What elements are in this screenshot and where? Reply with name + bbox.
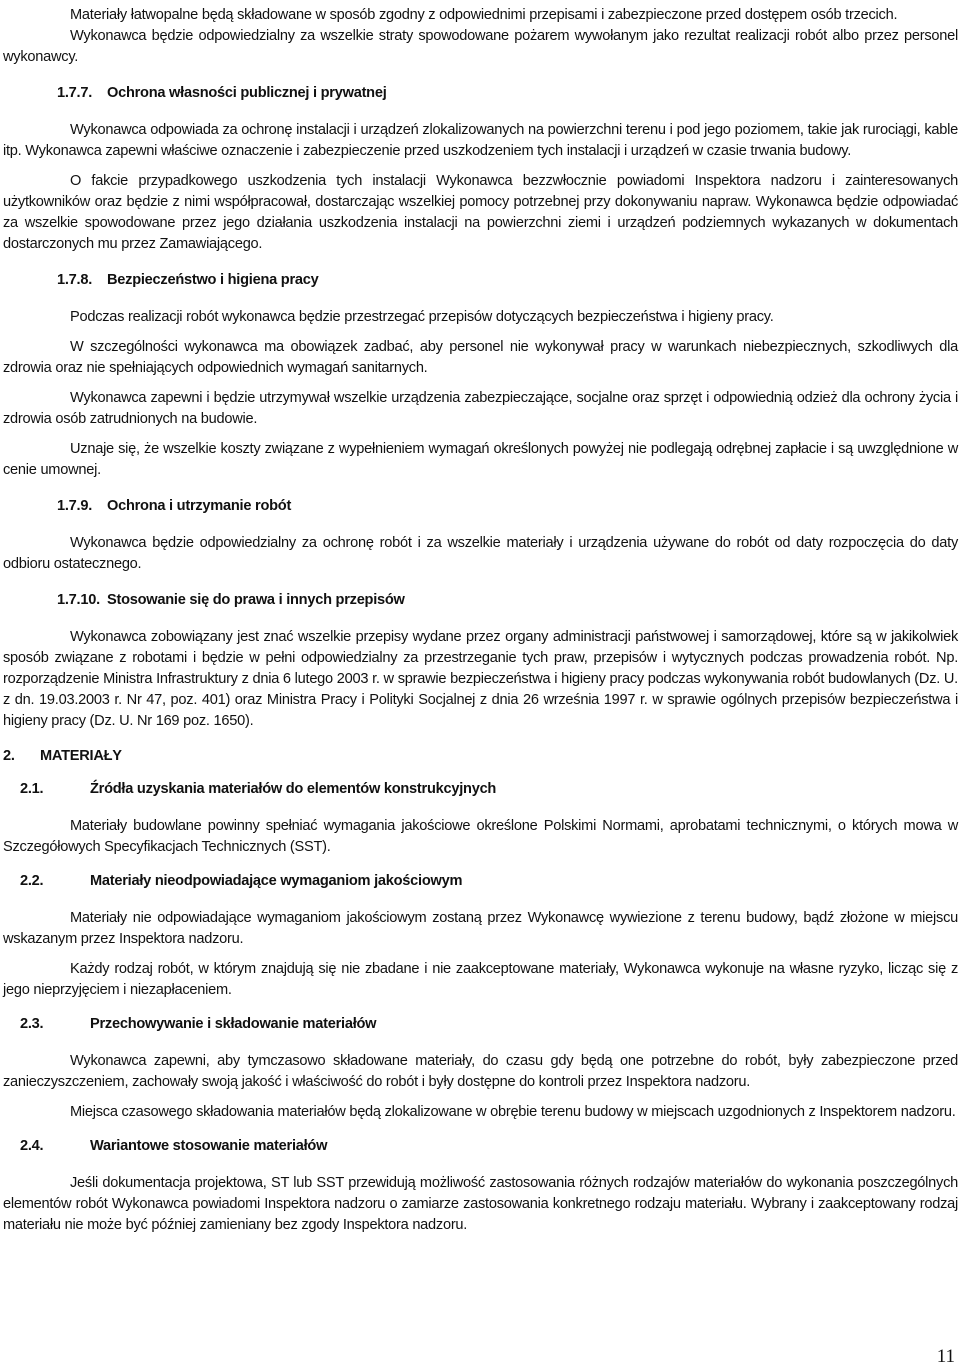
heading-2-4 [3,1136,958,1157]
paragraph-storage-protection: Wykonawca zapewni, aby tymczasowo składowane materiały, do czasu gdy będą one potrzebne do robót, były zabezpieczone przed zanieczyszczeniem, zachowały swoją jakość i właściwość do robót i były dostępne do kontroli przez Inspektora nadzoru. [3,1053,958,1090]
heading-1-7-9 [3,496,958,517]
paragraph-flammable-materials: Materiały łatwopalne będą składowane w sposób zgodny z odpowiednimi przepisami i zabezpieczone przed dostępem osób trzecich. [70,7,898,23]
heading-number: 2.1. [20,781,44,797]
paragraph-safe-conditions: W szczególności wykonawca ma obowiązek zadbać, aby personel nie wykonywał pracy w warunkach niebezpiecznych, szkodliwych dla zdrowia oraz nie spełniających odpowiednich wymagań sanitarnych. [3,339,958,376]
heading-1-7-7 [3,83,958,104]
heading-title: Źródła uzyskania materiałów do elementów konstrukcyjnych [90,781,497,797]
heading-2 [3,746,958,767]
heading-title: Ochrona własności publicznej i prywatnej [107,85,387,101]
paragraph-alternative-materials: Jeśli dokumentacja projektowa, ST lub SST przewidują możliwość zastosowania różnych rodzajów materiałów do wykonania poszczególnych elementów robót Wykonawca powiadomi Inspektora nadzoru o zamiarze zastosowania konkretnego rodzaju materiału. Wybrany i zaakceptowany rodzaj materiału nie może być później zamieniany bez zgody Inspektora nadzoru. [3,1175,958,1233]
heading-number: 1.7.7. [57,85,93,101]
heading-2-1 [3,779,958,800]
heading-number: 2.2. [20,873,44,889]
document-page [3,5,958,1236]
heading-number: 2.3. [20,1016,44,1032]
heading-title: Przechowywanie i składowanie materiałów [90,1016,377,1032]
paragraph-material-standards: Materiały budowlane powinny spełniać wymagania jakościowe określone Polskimi Normami, aprobatami technicznymi, o których mowa w Szczegółowych Specyfikacjach Technicznych (SST). [3,818,958,855]
heading-number: 2.4. [20,1138,44,1154]
heading-title: Stosowanie się do prawa i innych przepisów [107,592,405,608]
paragraph-protective-equipment: Wykonawca zapewni i będzie utrzymywał wszelkie urządzenia zabezpieczające, socjalne oraz sprzęt i odpowiednią odzież dla ochrony życia i zdrowia osób zatrudnionych na budowie. [3,390,958,427]
heading-title: Materiały nieodpowiadające wymaganiom jakościowym [90,873,463,889]
heading-number: 1.7.10. [57,592,100,608]
paragraph-damage-notification: O fakcie przypadkowego uszkodzenia tych instalacji Wykonawca bezzwłocznie powiadomi Inspektora nadzoru i zainteresowanych użytkowników oraz będzie z nimi współpracował, dostarczając wszelkiej pomocy potrzebnej przy dokonywaniu napraw. Wykonawca będzie odpowiadać za wszelkie spowodowane przez jego działania uszkodzenia instalacji na powierzchni ziemi i urządzeń podziemnych wykazanych w dokumentach dostarczonych mu przez Zamawiającego. [3,173,958,252]
heading-title: Wariantowe stosowanie materiałów [90,1138,328,1154]
heading-number: 1.7.8. [57,272,93,288]
heading-1-7-10 [3,590,958,611]
paragraph-installation-protection: Wykonawca odpowiada za ochronę instalacji i urządzeń zlokalizowanych na powierzchni terenu i pod jego poziomem, takie jak rurociągi, kable itp. Wykonawca zapewni właściwe oznaczenie i zabezpieczenie przed uszkodzeniem tych instalacji i urządzeń w czasie trwania budowy. [3,122,958,159]
heading-title: MATERIAŁY [40,748,122,764]
heading-1-7-8 [3,270,958,291]
heading-number: 2. [3,748,15,764]
heading-2-2 [3,871,958,892]
paragraph-unapproved-materials-risk: Każdy rodzaj robót, w którym znajdują się nie zbadane i nie zaakceptowane materiały, Wykonawca wykonuje na własne ryzyko, licząc się z jego nieprzyjęciem i niezapłaceniem. [3,961,958,998]
paragraph-rejected-materials: Materiały nie odpowiadające wymaganiom jakościowym zostaną przez Wykonawcę wywiezione z terenu budowy, bądź złożone w miejscu wskazanym przez Inspektora nadzoru. [3,910,958,947]
paragraph-works-protection: Wykonawca będzie odpowiedzialny za ochronę robót i za wszelkie materiały i urządzenia używane do robót od daty rozpoczęcia do daty odbioru ostatecznego. [3,535,958,572]
paragraph-law-compliance: Wykonawca zobowiązany jest znać wszelkie przepisy wydane przez organy administracji państwowej i samorządowej, które są w jakikolwiek sposób związane z robotami i będzie w pełni odpowiedzialny za przestrzeganie tych praw, przepisów i wytycznych podczas prowadzenia robót. Np. rozporządzenie Ministra Infrastruktury z dnia 6 lutego 2003 r. w sprawie bezpieczeństwa i higieny pracy podczas wykonywania robót budowlanych (Dz. U. z dn. 19.03.2003 r. Nr 47, poz. 401) oraz Ministra Pracy i Polityki Socjalnej z dnia 26 września 1997 r. w sprawie ogólnych przepisów bezpieczeństwa i higieny pracy (Dz. U. Nr 169 poz. 1650). [3,629,958,729]
heading-number: 1.7.9. [57,498,93,514]
paragraph-storage-location: Miejsca czasowego składowania materiałów będą zlokalizowane w obrębie terenu budowy w miejscach uzgodnionych z Inspektorem nadzoru. [70,1104,956,1120]
heading-title: Ochrona i utrzymanie robót [107,498,292,514]
paragraph-costs-included: Uznaje się, że wszelkie koszty związane z wypełnieniem wymagań określonych powyżej nie podlegają odrębnej zapłacie i są uwzględnione w cenie umownej. [3,441,958,478]
page-number: 11 [936,1346,955,1367]
paragraph-fire-liability: Wykonawca będzie odpowiedzialny za wszelkie straty spowodowane pożarem wywołanym jako rezultat realizacji robót albo przez personel wykonawcy. [3,28,958,65]
heading-title: Bezpieczeństwo i higiena pracy [107,272,319,288]
heading-2-3 [3,1014,958,1035]
paragraph-safety-regulations: Podczas realizacji robót wykonawca będzie przestrzegać przepisów dotyczących bezpieczeństwa i higieny pracy. [70,309,774,325]
